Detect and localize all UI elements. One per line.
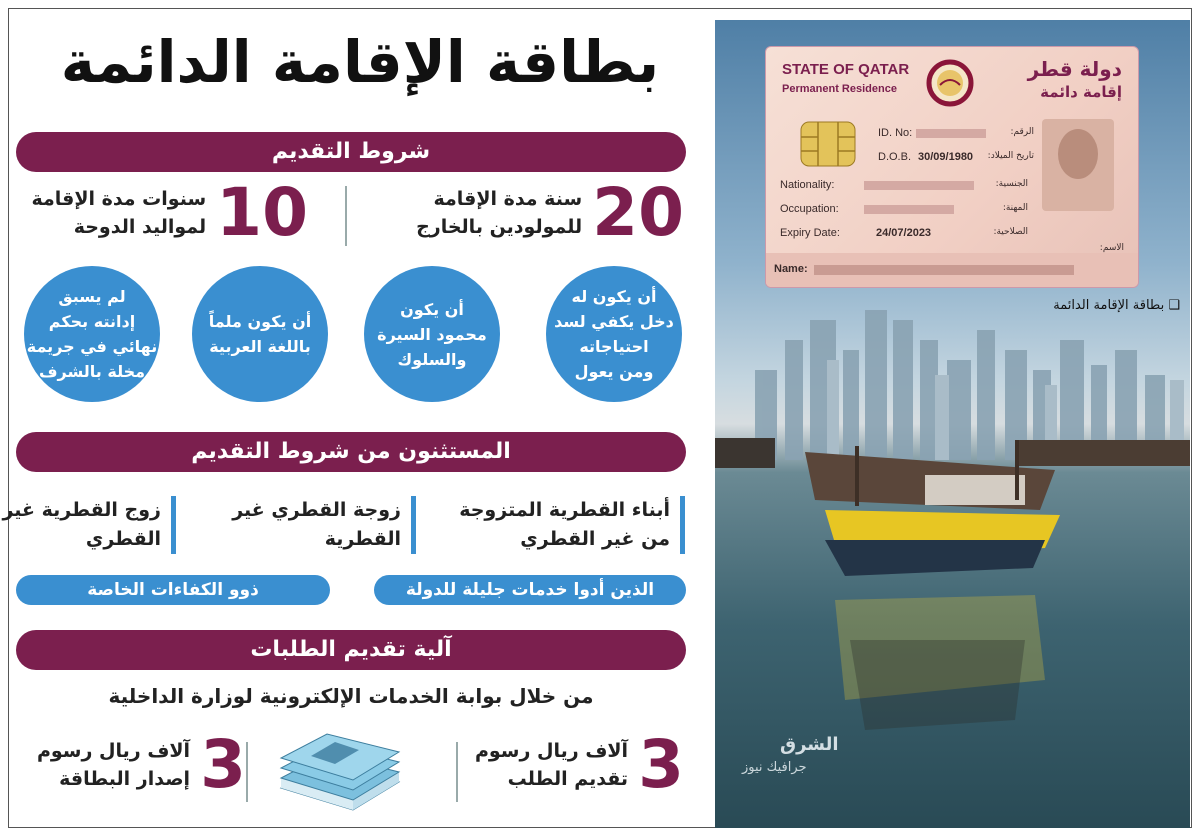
fee-issuance <box>36 726 246 803</box>
card-name-label: Name: <box>774 263 808 275</box>
stat-number: 10 <box>216 174 308 251</box>
stat-born-doha <box>31 174 308 251</box>
card-name-label-ar: الاسم: <box>1099 243 1124 253</box>
card-id-label-ar: الرقم: <box>1010 127 1034 137</box>
fee-number: 3 <box>638 726 684 803</box>
circle-line: أن يكون ملماً <box>208 312 312 331</box>
card-expiry-label-ar: الصلاحية: <box>993 227 1028 237</box>
stat-line: سنوات مدة الإقامة <box>31 188 207 210</box>
exempt-line: القطري <box>85 528 161 550</box>
exempt-line: زوجة القطري غير <box>232 499 401 521</box>
card-dob-label-ar: تاريخ الميلاد: <box>987 151 1034 161</box>
circle-line: محمود السيرة <box>377 324 487 344</box>
card-state-en: STATE OF QATAR <box>782 61 910 78</box>
circle-line: أن يكون <box>400 299 464 319</box>
pill-great-services: الذين أدوا خدمات جليلة للدولة <box>374 575 686 605</box>
card-dob-label: D.O.B. <box>878 151 912 163</box>
redacted-field <box>864 205 954 214</box>
mechanism-text: من خلال بوابة الخدمات الإلكترونية لوزارة الداخلية <box>108 684 594 708</box>
fee-line: آلاف ريال رسوم <box>36 740 191 762</box>
card-holder-photo <box>1042 119 1114 211</box>
fee-line: إصدار البطاقة <box>59 768 191 790</box>
pill-special-skills: ذوو الكفاءات الخاصة <box>16 575 330 605</box>
exempt-wife <box>232 496 416 554</box>
qatar-emblem-icon <box>926 59 974 107</box>
circle-line: نهائي في جريمة <box>26 337 158 356</box>
circle-line: إدانته بحكم <box>48 312 136 331</box>
circle-line: احتياجاته <box>579 337 649 356</box>
exempt-line: زوج القطرية غير <box>2 499 161 521</box>
fee-line: تقديم الطلب <box>507 768 629 790</box>
card-occupation-label-ar: المهنة: <box>1002 203 1028 213</box>
condition-no-conviction <box>24 266 160 402</box>
section-band-conditions: شروط التقديم <box>16 132 686 172</box>
section-band-exempt: المستثنون من شروط التقديم <box>16 432 686 472</box>
stat-number: 20 <box>592 174 684 251</box>
banknotes-icon <box>275 724 405 816</box>
fee-label <box>475 737 628 793</box>
circle-line: لم يسبق <box>58 287 126 306</box>
stat-line: للمولودين بالخارج <box>416 216 583 238</box>
fee-line: آلاف ريال رسوم <box>474 740 629 762</box>
divider <box>345 186 347 246</box>
chip-icon <box>800 121 856 167</box>
redacted-field <box>916 129 986 138</box>
brand-logo: الشرق <box>780 734 839 755</box>
stat-line: سنة مدة الإقامة <box>433 188 583 210</box>
card-occupation-label: Occupation: <box>780 203 839 215</box>
circle-line: والسلوك <box>397 349 467 369</box>
condition-income <box>546 266 682 402</box>
stat-label <box>31 185 206 241</box>
stat-line: لمواليد الدوحة <box>73 216 207 238</box>
exempt-husband <box>2 496 176 554</box>
fee-label <box>37 737 190 793</box>
circle-line: مخلة بالشرف <box>38 362 146 381</box>
redacted-field <box>814 265 1074 275</box>
redacted-field <box>864 181 974 190</box>
page-title: بطاقة الإقامة الدائمة <box>60 28 660 96</box>
card-id-label: ID. No: <box>878 127 913 139</box>
fee-application <box>474 726 684 803</box>
exempt-line: القطرية <box>324 528 401 550</box>
divider <box>246 742 248 802</box>
exempt-line: أبناء القطرية المتزوجة <box>459 499 670 521</box>
condition-conduct <box>364 266 500 402</box>
card-dob-value: 30/09/1980 <box>918 151 974 163</box>
card-state-ar: دولة قطر <box>1027 57 1122 81</box>
section-band-mechanism: آلية تقديم الطلبات <box>16 630 686 670</box>
divider <box>456 742 458 802</box>
card-nationality-label-ar: الجنسية: <box>995 179 1028 189</box>
brand-subtitle: جرافيك نيوز <box>742 760 807 775</box>
card-expiry-value: 24/07/2023 <box>876 227 932 239</box>
condition-arabic <box>192 266 328 402</box>
stat-label <box>416 185 582 241</box>
circle-line: ومن يعول <box>574 362 654 381</box>
card-nationality-label: Nationality: <box>780 179 835 191</box>
circle-line: دخل يكفي لسد <box>554 312 674 331</box>
exempt-children <box>459 496 685 554</box>
circle-line: باللغة العربية <box>209 337 311 356</box>
card-residence-en: Permanent Residence <box>782 83 897 95</box>
exempt-line: من غير القطري <box>520 528 670 550</box>
fee-number: 3 <box>200 726 246 803</box>
circle-line: أن يكون له <box>571 287 657 306</box>
card-caption: ❑ بطاقة الإقامة الدائمة <box>1053 298 1180 313</box>
residence-card-image <box>765 46 1139 288</box>
stat-born-abroad <box>416 174 684 251</box>
card-residence-ar: إقامة دائمة <box>1040 83 1122 101</box>
card-expiry-label: Expiry Date: <box>780 227 840 239</box>
